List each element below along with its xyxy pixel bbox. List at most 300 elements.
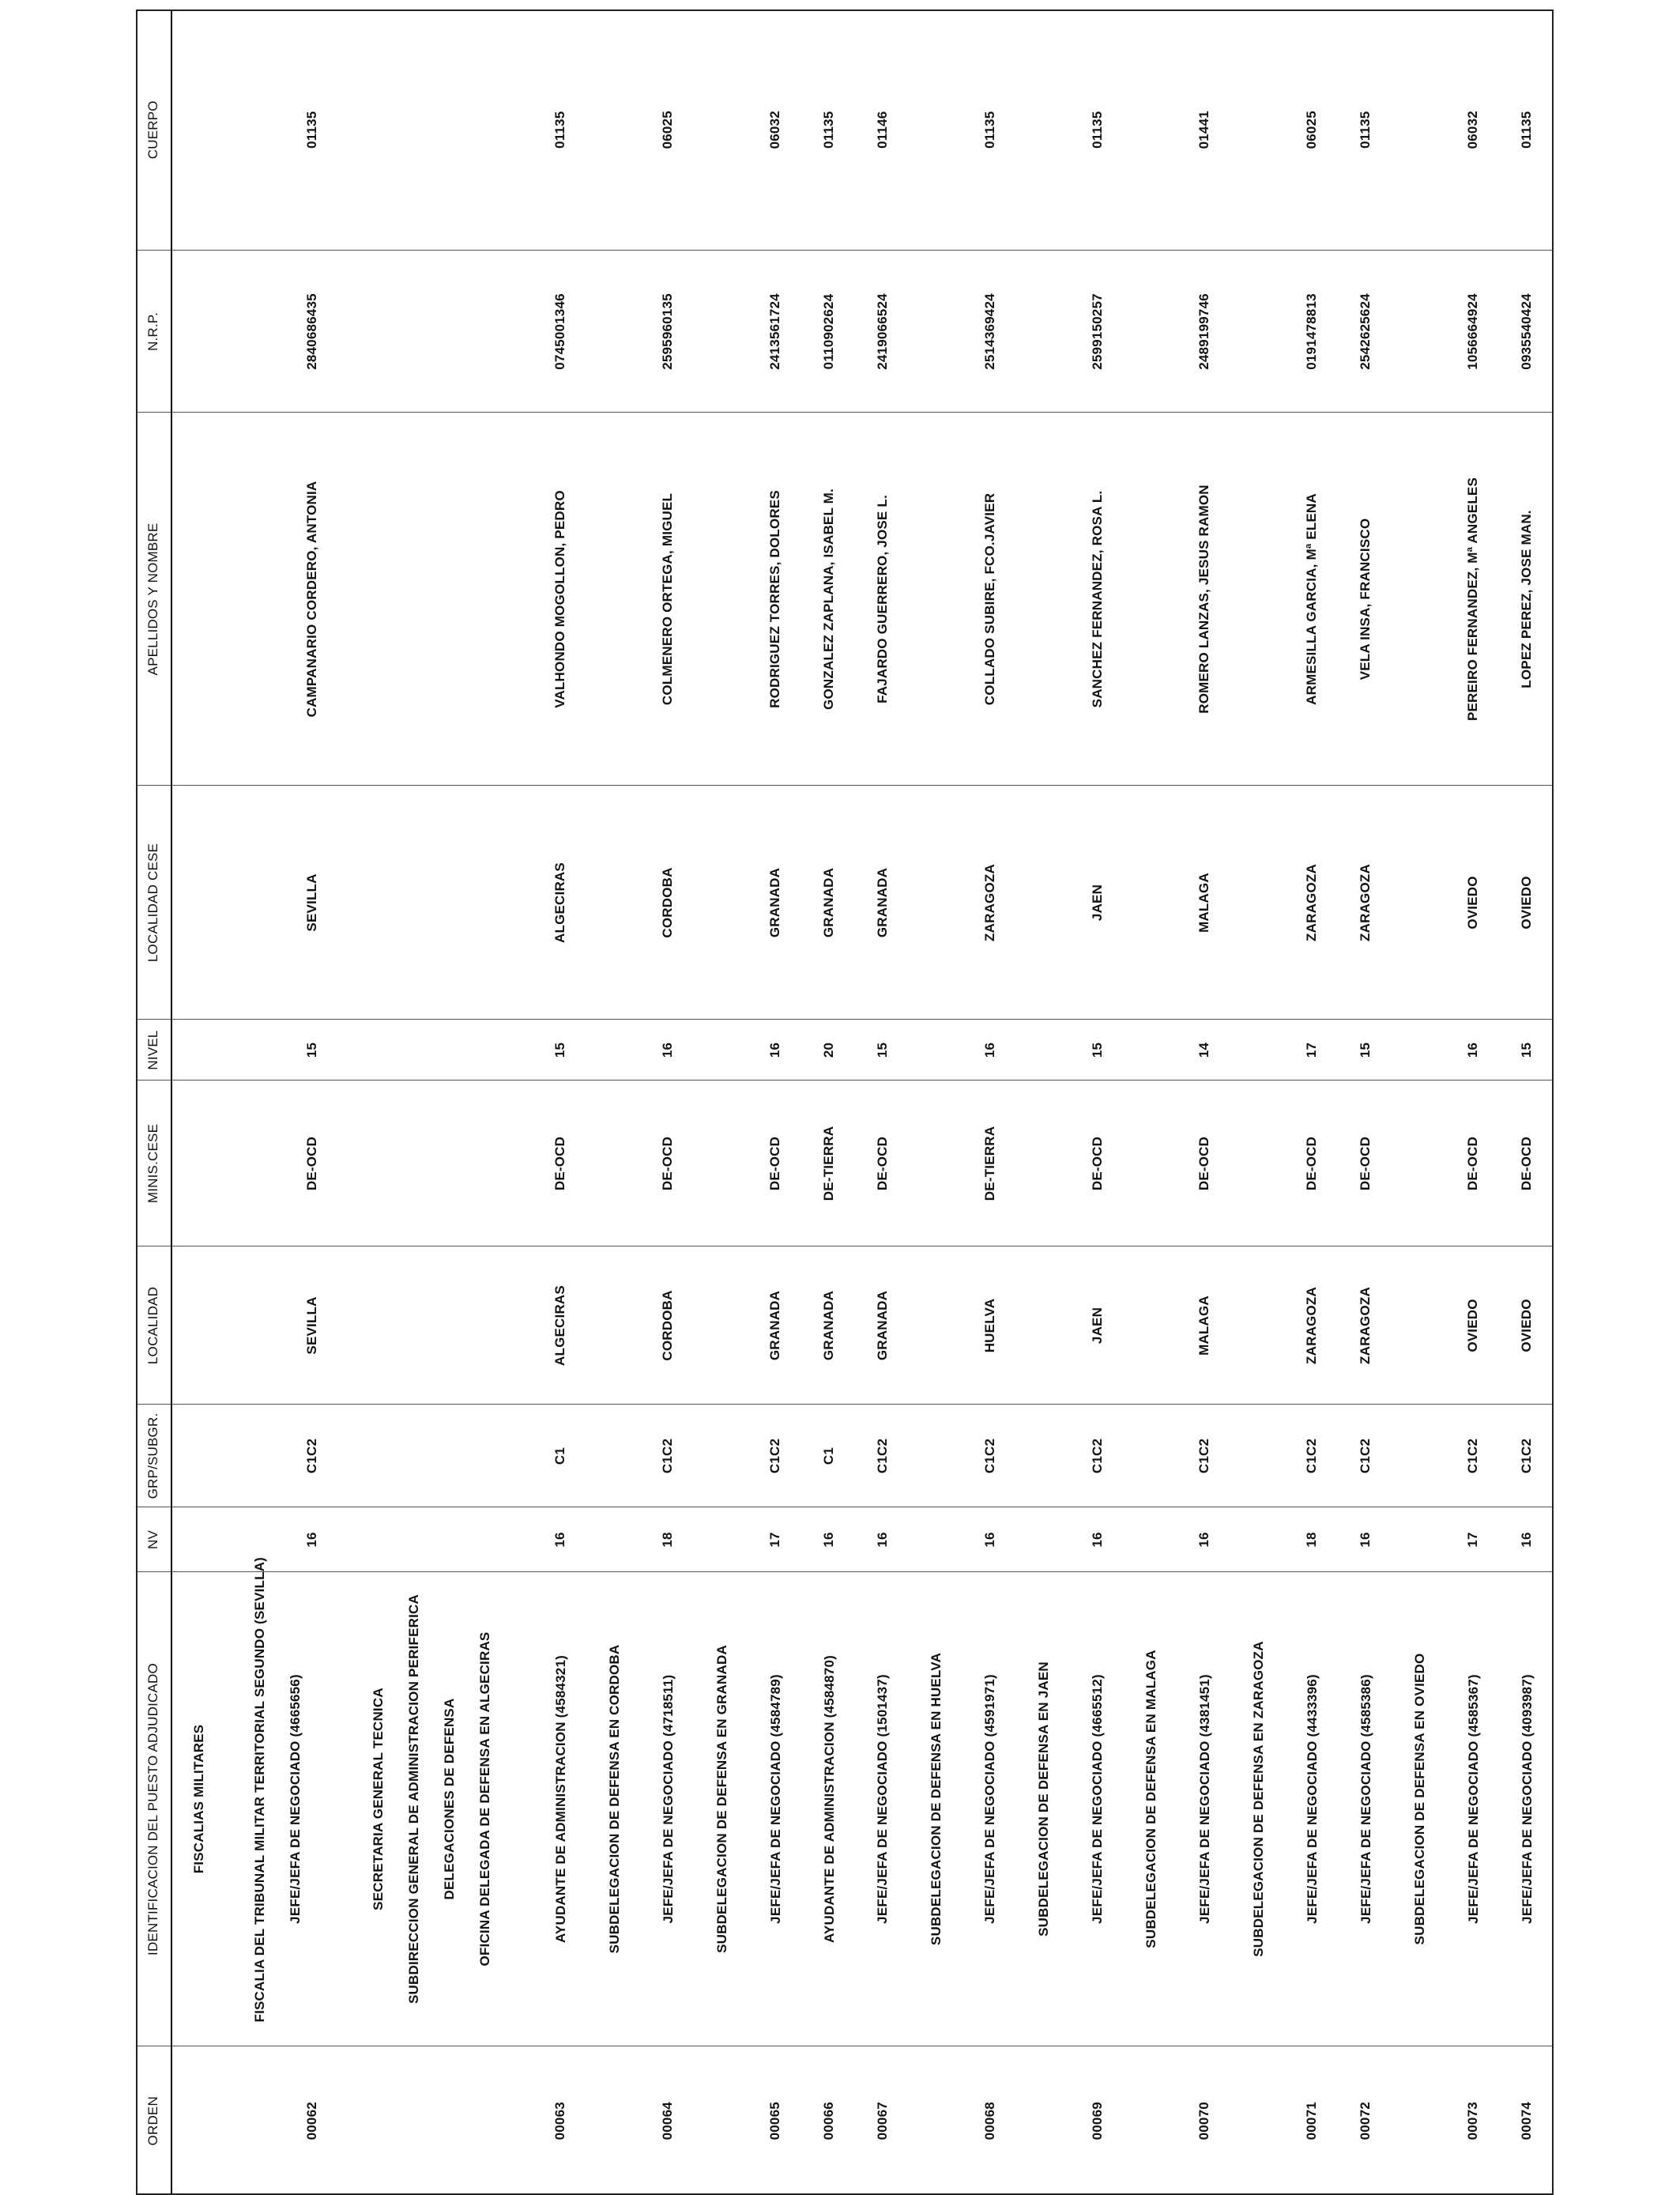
- minis-cese-cell: [171, 1081, 225, 1246]
- nv-cell: 16: [963, 1507, 1017, 1572]
- table-row: [1500, 9, 1554, 2195]
- cuerpo-cell: 01135: [963, 9, 1017, 251]
- localidad-cese-cell: [910, 786, 963, 1020]
- orden-cell: 00066: [821, 2102, 837, 2140]
- ident-line: JEFE/JEFA DE NEGOCIADO (4591971): [982, 1674, 998, 1924]
- minis-cese-cell: DE-OCD: [748, 1081, 802, 1246]
- apellidos-nombre-cell: [695, 413, 748, 786]
- orden-cell: 00074: [1519, 2102, 1535, 2140]
- nivel-cell: 16: [1446, 1020, 1500, 1081]
- ident-line: FISCALIA DEL TRIBUNAL MILITAR TERRITORIAL SEGUNDO (SEVILLA): [251, 1556, 267, 2023]
- localidad-cese-cell: [1017, 786, 1071, 1020]
- nv-cell: [910, 1507, 963, 1572]
- localidad-cese-cell: [1124, 786, 1178, 1020]
- ident-line: SUBDELEGACION DE DEFENSA EN OVIEDO: [1411, 1653, 1427, 1945]
- identificacion-cell: [1178, 1572, 1232, 2046]
- cuerpo-cell: 01135: [1500, 9, 1554, 251]
- grp-subgr-cell: [1231, 1405, 1285, 1507]
- nrp-cell: [1017, 251, 1071, 413]
- identificacion-cell: [171, 1572, 225, 2046]
- orden-cell: 00062: [303, 2102, 319, 2140]
- cuerpo-cell: 01135: [802, 9, 856, 251]
- localidad-cese-cell: GRANADA: [802, 786, 856, 1020]
- grp-subgr-cell: C1C2: [641, 1405, 695, 1507]
- localidad-cell: [171, 1246, 225, 1405]
- table-row: [963, 9, 1017, 2195]
- nivel-cell: [910, 1020, 963, 1081]
- orden-cell: 00069: [1089, 2102, 1105, 2140]
- ident-line: JEFE/JEFA DE NEGOCIADO (4433396): [1304, 1674, 1320, 1924]
- grp-subgr-cell: C1C2: [1178, 1405, 1232, 1507]
- nrp-cell: [171, 251, 225, 413]
- nv-cell: [1017, 1507, 1071, 1572]
- localidad-cell: MALAGA: [1178, 1246, 1232, 1405]
- ident-line: OFICINA DELEGADA DE DEFENSA EN ALGECIRAS: [477, 1631, 492, 1967]
- table-row: [641, 9, 695, 2195]
- localidad-cell: ZARAGOZA: [1285, 1246, 1339, 1405]
- grp-subgr-cell: C1C2: [1071, 1405, 1124, 1507]
- nivel-cell: [1124, 1020, 1178, 1081]
- section-header-row: [330, 9, 534, 2195]
- nivel-cell: [1231, 1020, 1285, 1081]
- cuerpo-cell: 01135: [1071, 9, 1124, 251]
- header-localidad: LOCALIDAD: [136, 1246, 171, 1405]
- nv-cell: [1392, 1507, 1446, 1572]
- ident-line: JEFE/JEFA DE NEGOCIADO (4665512): [1090, 1674, 1106, 1924]
- section-header-row: [587, 9, 641, 2195]
- minis-cese-cell: [587, 1081, 641, 1246]
- minis-cese-cell: [330, 1081, 534, 1246]
- identificacion-cell: [1071, 1572, 1124, 2046]
- orden-cell: [695, 2046, 748, 2195]
- nv-cell: [587, 1507, 641, 1572]
- table-row: [748, 9, 802, 2195]
- identificacion-cell: [533, 1572, 587, 2046]
- identificacion-cell: [641, 1572, 695, 2046]
- grp-subgr-cell: [910, 1405, 963, 1507]
- grp-subgr-cell: [695, 1405, 748, 1507]
- nv-cell: [171, 1507, 225, 1572]
- nivel-cell: [330, 1020, 534, 1081]
- localidad-cell: CORDOBA: [641, 1246, 695, 1405]
- nivel-cell: [1017, 1020, 1071, 1081]
- grp-subgr-cell: [330, 1405, 534, 1507]
- nivel-cell: 16: [748, 1020, 802, 1081]
- orden-cell: [330, 2046, 534, 2195]
- apellidos-nombre-cell: [1231, 413, 1285, 786]
- table-row: [533, 9, 587, 2195]
- grp-subgr-cell: C1C2: [748, 1405, 802, 1507]
- adjudication-table: [136, 9, 1554, 2195]
- apellidos-nombre-cell: GONZALEZ ZAPLANA, ISABEL M.: [802, 413, 856, 786]
- cuerpo-cell: [910, 9, 963, 251]
- nrp-cell: [587, 251, 641, 413]
- nrp-cell: 2599150257: [1071, 251, 1124, 413]
- orden-cell: 00067: [874, 2102, 890, 2140]
- nivel-cell: 15: [225, 1020, 330, 1081]
- table-row: [856, 9, 910, 2195]
- nivel-cell: 15: [533, 1020, 587, 1081]
- header-nrp: N.R.P.: [136, 251, 171, 413]
- nrp-cell: 0935540424: [1500, 251, 1554, 413]
- apellidos-nombre-cell: [587, 413, 641, 786]
- nrp-cell: 2595960135: [641, 251, 695, 413]
- cuerpo-cell: [171, 9, 225, 251]
- apellidos-nombre-cell: [910, 413, 963, 786]
- localidad-cese-cell: ALGECIRAS: [533, 786, 587, 1020]
- cuerpo-cell: [1017, 9, 1071, 251]
- orden-cell: 00072: [1358, 2102, 1373, 2140]
- grp-subgr-cell: C1C2: [856, 1405, 910, 1507]
- header-nv: NV: [136, 1507, 171, 1572]
- identificacion-cell: [1392, 1572, 1446, 2046]
- section-header-row: [171, 9, 225, 2195]
- identificacion-cell: [910, 1572, 963, 2046]
- apellidos-nombre-cell: [1124, 413, 1178, 786]
- identificacion-cell: [330, 1572, 534, 2046]
- nv-cell: 16: [1500, 1507, 1554, 1572]
- nrp-cell: [695, 251, 748, 413]
- identificacion-cell: [856, 1572, 910, 2046]
- table-row: [802, 9, 856, 2195]
- minis-cese-cell: [1124, 1081, 1178, 1246]
- nivel-cell: 16: [963, 1020, 1017, 1081]
- ident-line: FISCALIAS MILITARES: [190, 1724, 206, 1874]
- table-row: [1446, 9, 1500, 2195]
- cuerpo-cell: 06032: [748, 9, 802, 251]
- nv-cell: [1124, 1507, 1178, 1572]
- minis-cese-cell: DE-OCD: [1071, 1081, 1124, 1246]
- nv-cell: [330, 1507, 534, 1572]
- nv-cell: [1231, 1507, 1285, 1572]
- apellidos-nombre-cell: ARMESILLA GARCIA, Mª ELENA: [1285, 413, 1339, 786]
- orden-cell: 00070: [1196, 2102, 1212, 2140]
- nv-cell: 16: [225, 1507, 330, 1572]
- apellidos-nombre-cell: VALHONDO MOGOLLON, PEDRO: [533, 413, 587, 786]
- localidad-cese-cell: OVIEDO: [1446, 786, 1500, 1020]
- localidad-cell: GRANADA: [802, 1246, 856, 1405]
- ident-line: JEFE/JEFA DE NEGOCIADO (4665656): [287, 1674, 303, 1924]
- table-row: [225, 9, 330, 2195]
- ident-line: JEFE/JEFA DE NEGOCIADO (4584789): [767, 1674, 783, 1924]
- orden-cell: [171, 2046, 225, 2195]
- minis-cese-cell: DE-OCD: [1339, 1081, 1392, 1246]
- grp-subgr-cell: [171, 1405, 225, 1507]
- nivel-cell: 15: [856, 1020, 910, 1081]
- section-header-row: [1392, 9, 1446, 2195]
- nv-cell: 16: [856, 1507, 910, 1572]
- nivel-cell: 16: [641, 1020, 695, 1081]
- identificacion-cell: [225, 1556, 330, 2046]
- nv-cell: 16: [1339, 1507, 1392, 1572]
- cuerpo-cell: 01135: [1339, 9, 1392, 251]
- cuerpo-cell: [1392, 9, 1446, 251]
- ident-line: JEFE/JEFA DE NEGOCIADO (4381451): [1196, 1674, 1212, 1924]
- identificacion-cell: [748, 1572, 802, 2046]
- nrp-cell: 2413561724: [748, 251, 802, 413]
- orden-cell: 00073: [1465, 2102, 1481, 2140]
- minis-cese-cell: DE-OCD: [1500, 1081, 1554, 1246]
- header-orden: ORDEN: [136, 2046, 171, 2195]
- ident-line: JEFE/JEFA DE NEGOCIADO (4585367): [1465, 1674, 1481, 1924]
- ident-line: SUBDELEGACION DE DEFENSA EN CORDOBA: [606, 1644, 622, 1954]
- localidad-cell: [1017, 1246, 1071, 1405]
- apellidos-nombre-cell: LOPEZ PEREZ, JOSE MAN.: [1500, 413, 1554, 786]
- nv-cell: 16: [533, 1507, 587, 1572]
- localidad-cese-cell: [695, 786, 748, 1020]
- nrp-cell: 1056664924: [1446, 251, 1500, 413]
- orden-cell: [1392, 2046, 1446, 2195]
- localidad-cell: [587, 1246, 641, 1405]
- ident-line: SUBDELEGACION DE DEFENSA EN MALAGA: [1143, 1650, 1159, 1948]
- cuerpo-cell: 06025: [1285, 9, 1339, 251]
- nv-cell: 18: [641, 1507, 695, 1572]
- cuerpo-cell: 06025: [641, 9, 695, 251]
- identificacion-cell: [802, 1572, 856, 2046]
- grp-subgr-cell: C1C2: [225, 1405, 330, 1507]
- nivel-cell: 15: [1071, 1020, 1124, 1081]
- nivel-cell: 17: [1285, 1020, 1339, 1081]
- apellidos-nombre-cell: SANCHEZ FERNANDEZ, ROSA L.: [1071, 413, 1124, 786]
- identificacion-cell: [1285, 1572, 1339, 2046]
- localidad-cese-cell: ZARAGOZA: [1339, 786, 1392, 1020]
- localidad-cell: SEVILLA: [225, 1246, 330, 1405]
- localidad-cese-cell: ZARAGOZA: [1285, 786, 1339, 1020]
- identificacion-cell: [1231, 1572, 1285, 2046]
- orden-cell: 00064: [660, 2102, 676, 2140]
- minis-cese-cell: DE-TIERRA: [802, 1081, 856, 1246]
- nv-cell: 17: [748, 1507, 802, 1572]
- identificacion-cell: [1446, 1572, 1500, 2046]
- minis-cese-cell: [695, 1081, 748, 1246]
- identificacion-cell: [1339, 1572, 1392, 2046]
- nv-cell: 18: [1285, 1507, 1339, 1572]
- localidad-cese-cell: [1231, 786, 1285, 1020]
- table-body: [171, 9, 1554, 2195]
- section-header-row: [1017, 9, 1071, 2195]
- orden-cell: [910, 2046, 963, 2195]
- header-grp-subgr: GRP/SUBGR.: [136, 1405, 171, 1507]
- minis-cese-cell: DE-OCD: [1178, 1081, 1232, 1246]
- localidad-cese-cell: JAEN: [1071, 786, 1124, 1020]
- cuerpo-cell: 01135: [225, 9, 330, 251]
- table-row: [1071, 9, 1124, 2195]
- grp-subgr-cell: [1017, 1405, 1071, 1507]
- grp-subgr-cell: C1C2: [1339, 1405, 1392, 1507]
- ident-line: SECRETARIA GENERAL TECNICA: [370, 1688, 386, 1910]
- nrp-cell: 2514369424: [963, 251, 1017, 413]
- identificacion-cell: [695, 1572, 748, 2046]
- apellidos-nombre-cell: PEREIRO FERNANDEZ, Mª ANGELES: [1446, 413, 1500, 786]
- nrp-cell: [1392, 251, 1446, 413]
- grp-subgr-cell: C1: [802, 1405, 856, 1507]
- nrp-cell: 2542625624: [1339, 251, 1392, 413]
- header-localidad-cese: LOCALIDAD CESE: [136, 786, 171, 1020]
- minis-cese-cell: DE-OCD: [1446, 1081, 1500, 1246]
- minis-cese-cell: DE-OCD: [1285, 1081, 1339, 1246]
- minis-cese-cell: DE-OCD: [533, 1081, 587, 1246]
- apellidos-nombre-cell: COLLADO SUBIRE, FCO.JAVIER: [963, 413, 1017, 786]
- localidad-cell: [1231, 1246, 1285, 1405]
- identificacion-cell: [1500, 1572, 1554, 2046]
- orden-cell: 00071: [1304, 2102, 1320, 2140]
- document-page: [136, 9, 1554, 2195]
- orden-cell: [1017, 2046, 1071, 2195]
- identificacion-cell: [963, 1572, 1017, 2046]
- header-cuerpo: CUERPO: [136, 9, 171, 251]
- ident-line: AYUDANTE DE ADMINISTRACION (4584870): [821, 1655, 837, 1943]
- header-nivel: NIVEL: [136, 1020, 171, 1081]
- localidad-cese-cell: [587, 786, 641, 1020]
- cuerpo-cell: 01441: [1178, 9, 1232, 251]
- nivel-cell: [587, 1020, 641, 1081]
- nv-cell: 16: [1178, 1507, 1232, 1572]
- ident-line: SUBDELEGACION DE DEFENSA EN HUELVA: [929, 1652, 944, 1946]
- localidad-cell: [330, 1246, 534, 1405]
- ident-line: SUBDELEGACION DE DEFENSA EN JAEN: [1036, 1661, 1052, 1937]
- localidad-cell: JAEN: [1071, 1246, 1124, 1405]
- header-minis-cese: MINIS.CESE: [136, 1081, 171, 1246]
- section-header-row: [910, 9, 963, 2195]
- apellidos-nombre-cell: [1017, 413, 1071, 786]
- minis-cese-cell: DE-OCD: [225, 1081, 330, 1246]
- orden-cell: [1124, 2046, 1178, 2195]
- minis-cese-cell: [1231, 1081, 1285, 1246]
- orden-cell: [1231, 2046, 1285, 2195]
- nrp-cell: [1124, 251, 1178, 413]
- nv-cell: 16: [802, 1507, 856, 1572]
- nivel-cell: [1392, 1020, 1446, 1081]
- grp-subgr-cell: [1124, 1405, 1178, 1507]
- orden-cell: 00065: [767, 2102, 783, 2140]
- localidad-cell: ALGECIRAS: [533, 1246, 587, 1405]
- nv-cell: 16: [1071, 1507, 1124, 1572]
- orden-cell: 00063: [552, 2102, 568, 2140]
- grp-subgr-cell: [587, 1405, 641, 1507]
- localidad-cell: HUELVA: [963, 1246, 1017, 1405]
- ident-line: SUBDIRECCION GENERAL DE ADMINISTRACION PERIFERICA: [405, 1594, 421, 2004]
- localidad-cell: GRANADA: [748, 1246, 802, 1405]
- localidad-cese-cell: GRANADA: [856, 786, 910, 1020]
- apellidos-nombre-cell: CAMPANARIO CORDERO, ANTONIA: [225, 413, 330, 786]
- ident-line: JEFE/JEFA DE NEGOCIADO (1501437): [875, 1674, 891, 1924]
- grp-subgr-cell: C1: [533, 1405, 587, 1507]
- nrp-cell: [330, 251, 534, 413]
- ident-line: SUBDELEGACION DE DEFENSA EN ZARAGOZA: [1250, 1641, 1266, 1957]
- apellidos-nombre-cell: VELA INSA, FRANCISCO: [1339, 413, 1392, 786]
- nrp-cell: 2840686435: [225, 251, 330, 413]
- ident-line: SUBDELEGACION DE DEFENSA EN GRANADA: [714, 1645, 729, 1953]
- table-header-row: [136, 9, 171, 2195]
- nv-cell: [695, 1507, 748, 1572]
- apellidos-nombre-cell: [171, 413, 225, 786]
- grp-subgr-cell: C1C2: [1446, 1405, 1500, 1507]
- grp-subgr-cell: C1C2: [963, 1405, 1017, 1507]
- localidad-cell: OVIEDO: [1446, 1246, 1500, 1405]
- table-row: [1285, 9, 1339, 2195]
- localidad-cell: [1392, 1246, 1446, 1405]
- ident-line: JEFE/JEFA DE NEGOCIADO (4718511): [660, 1674, 676, 1924]
- nivel-cell: [171, 1020, 225, 1081]
- cuerpo-cell: [1231, 9, 1285, 251]
- minis-cese-cell: DE-TIERRA: [963, 1081, 1017, 1246]
- nivel-cell: 14: [1178, 1020, 1232, 1081]
- minis-cese-cell: [910, 1081, 963, 1246]
- cuerpo-cell: [587, 9, 641, 251]
- table-row: [1178, 9, 1232, 2195]
- grp-subgr-cell: C1C2: [1500, 1405, 1554, 1507]
- nrp-cell: 0745001346: [533, 251, 587, 413]
- nrp-cell: [1231, 251, 1285, 413]
- localidad-cell: ZARAGOZA: [1339, 1246, 1392, 1405]
- grp-subgr-cell: C1C2: [1285, 1405, 1339, 1507]
- apellidos-nombre-cell: [330, 413, 534, 786]
- ident-line: DELEGACIONES DE DEFENSA: [441, 1698, 457, 1900]
- grp-subgr-cell: [1392, 1405, 1446, 1507]
- rotated-table-container: [136, 9, 1554, 2195]
- cuerpo-cell: [1124, 9, 1178, 251]
- localidad-cell: GRANADA: [856, 1246, 910, 1405]
- nrp-cell: 0191478813: [1285, 251, 1339, 413]
- identificacion-cell: [1017, 1572, 1071, 2046]
- cuerpo-cell: 01146: [856, 9, 910, 251]
- localidad-cese-cell: [1392, 786, 1446, 1020]
- localidad-cell: OVIEDO: [1500, 1246, 1554, 1405]
- ident-line: JEFE/JEFA DE NEGOCIADO (4093987): [1519, 1674, 1535, 1924]
- identificacion-cell: [587, 1572, 641, 2046]
- minis-cese-cell: DE-OCD: [856, 1081, 910, 1246]
- nv-cell: 17: [1446, 1507, 1500, 1572]
- header-identificacion: IDENTIFICACION DEL PUESTO ADJUDICADO: [136, 1572, 171, 2046]
- minis-cese-cell: DE-OCD: [641, 1081, 695, 1246]
- table-row: [1339, 9, 1392, 2195]
- orden-cell: 00068: [981, 2102, 997, 2140]
- nrp-cell: 2489199746: [1178, 251, 1232, 413]
- ident-line: JEFE/JEFA DE NEGOCIADO (4585386): [1358, 1674, 1373, 1924]
- localidad-cese-cell: GRANADA: [748, 786, 802, 1020]
- section-header-row: [1231, 9, 1285, 2195]
- ident-line: AYUDANTE DE ADMINISTRACION (4584321): [552, 1655, 568, 1943]
- section-header-row: [695, 9, 748, 2195]
- localidad-cese-cell: MALAGA: [1178, 786, 1232, 1020]
- cuerpo-cell: 06032: [1446, 9, 1500, 251]
- apellidos-nombre-cell: ROMERO LANZAS, JESUS RAMON: [1178, 413, 1232, 786]
- nivel-cell: 20: [802, 1020, 856, 1081]
- nivel-cell: [695, 1020, 748, 1081]
- section-header-row: [1124, 9, 1178, 2195]
- nivel-cell: 15: [1339, 1020, 1392, 1081]
- nrp-cell: 0110902624: [802, 251, 856, 413]
- cuerpo-cell: [330, 9, 534, 251]
- identificacion-cell: [1124, 1572, 1178, 2046]
- cuerpo-cell: [695, 9, 748, 251]
- header-apellidos-nombre: APELLIDOS Y NOMBRE: [136, 413, 171, 786]
- minis-cese-cell: [1017, 1081, 1071, 1246]
- localidad-cese-cell: SEVILLA: [225, 786, 330, 1020]
- localidad-cell: [910, 1246, 963, 1405]
- localidad-cell: [695, 1246, 748, 1405]
- apellidos-nombre-cell: FAJARDO GUERRERO, JOSE L.: [856, 413, 910, 786]
- nrp-cell: [910, 251, 963, 413]
- localidad-cese-cell: [330, 786, 534, 1020]
- localidad-cese-cell: OVIEDO: [1500, 786, 1554, 1020]
- nrp-cell: 2419066524: [856, 251, 910, 413]
- nivel-cell: 15: [1500, 1020, 1554, 1081]
- localidad-cell: [1124, 1246, 1178, 1405]
- orden-cell: [587, 2046, 641, 2195]
- localidad-cese-cell: ZARAGOZA: [963, 786, 1017, 1020]
- apellidos-nombre-cell: RODRIGUEZ TORRES, DOLORES: [748, 413, 802, 786]
